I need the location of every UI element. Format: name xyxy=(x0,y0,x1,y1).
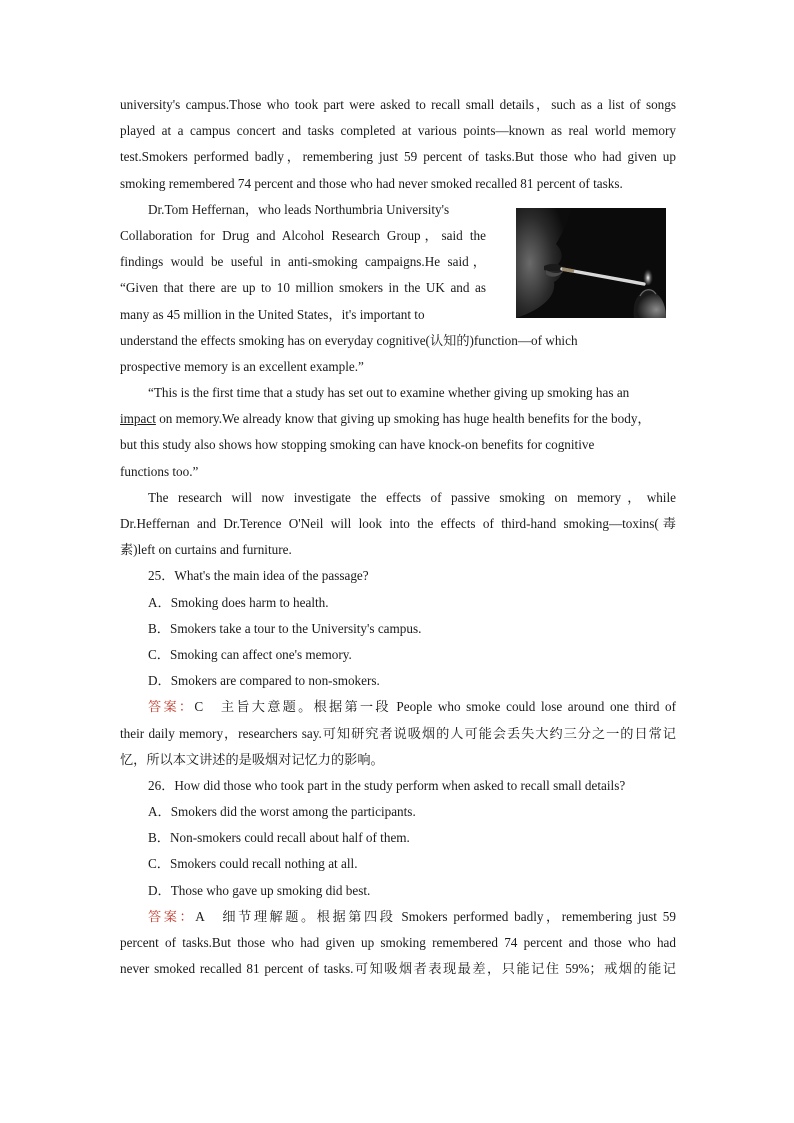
answer-line xyxy=(120,904,676,930)
text-line: functions too.” xyxy=(120,463,199,479)
answer-text: C 主旨大意题。根据第一段 People who smoke could lose around one third of xyxy=(194,699,676,715)
answer-label: 答案： xyxy=(148,908,196,924)
option-d: D．Smokers are compared to non-smokers. xyxy=(148,673,380,689)
text-line: understand the effects smoking has on everyday cognitive(认知的)function—of which xyxy=(120,332,578,348)
text-line: Dr.Tom Heffernan，who leads Northumbria University's xyxy=(148,201,450,217)
question-26 xyxy=(120,773,676,983)
option-b: B．Smokers take a tour to the University's campus. xyxy=(148,620,422,636)
option-b: B．Non-smokers could recall about half of them. xyxy=(148,830,410,846)
text-line: The research will now investigate the effects of passive smoking on memory，while xyxy=(148,489,676,505)
text-line: 素)left on curtains and furniture. xyxy=(120,542,292,558)
option-d: D．Those who gave up smoking did best. xyxy=(148,882,371,898)
text-line: test.Smokers performed badly，remembering just 59 percent of tasks.But those who had given up xyxy=(120,149,676,165)
text-line: Dr.Heffernan and Dr.Terence O'Neil will look into the effects of third-hand smoking—toxins(毒 xyxy=(120,516,676,531)
option-a: A．Smokers did the worst among the participants. xyxy=(148,804,416,820)
paragraph-first-study xyxy=(120,380,676,485)
text-line: findings would be useful in anti-smoking campaigns.He said， xyxy=(120,254,486,270)
text-line xyxy=(120,406,676,432)
paragraph-research xyxy=(120,485,676,564)
answer-line: 忆，所以本文讲述的是吸烟对记忆力的影响。 xyxy=(120,751,384,767)
answer-text: A 细节理解题。根据第四段 Smokers performed badly，remembering just 59 xyxy=(195,908,676,924)
text-line: many as 45 million in the United States，it's important to xyxy=(120,306,425,322)
text-line: smoking remembered 74 percent and those who had never smoked recalled 81 percent of tasks. xyxy=(120,175,623,191)
text-span: on memory.We already know that giving up smoking has huge health benefits for the body， xyxy=(155,411,651,427)
smoker-illustration xyxy=(516,208,666,318)
question-stem: 25．What's the main idea of the passage? xyxy=(148,568,369,584)
answer-line xyxy=(120,694,676,720)
answer-line: never smoked recalled 81 percent of tasks.可知吸烟者表现最差，只能记住 59%；戒烟的能记 xyxy=(120,961,676,977)
text-line: Collaboration for Drug and Alcohol Research Group，said the xyxy=(120,227,486,243)
paragraph-campus-test xyxy=(120,92,676,197)
text-line: but this study also shows how stopping smoking can have knock-on benefits for cognitive xyxy=(120,437,595,453)
underlined-word: impact xyxy=(120,411,156,427)
text-line: “Given that there are up to 10 million smokers in the UK and as xyxy=(120,280,486,296)
smoker-photo xyxy=(516,208,666,318)
option-c: C．Smoking can affect one's memory. xyxy=(148,646,352,662)
question-25 xyxy=(120,563,676,773)
question-stem: 26．How did those who took part in the study perform when asked to recall small details? xyxy=(148,777,626,793)
answer-label: 答案： xyxy=(148,699,195,715)
text-line: “This is the first time that a study has set out to examine whether giving up smoking has an xyxy=(148,385,630,401)
text-line: university's campus.Those who took part were asked to recall small details，such as a list of songs xyxy=(120,97,676,112)
text-line: played at a campus concert and tasks completed at various points—known as real world memory xyxy=(120,123,676,139)
answer-line: percent of tasks.But those who had given up smoking remembered 74 percent and those who had xyxy=(120,935,676,950)
option-a: A．Smoking does harm to health. xyxy=(148,594,329,610)
text-line: prospective memory is an excellent example.” xyxy=(120,358,364,374)
answer-line: their daily memory，researchers say.可知研究者说吸烟的人可能会丢失大约三分之一的日常记 xyxy=(120,725,676,741)
option-c: C．Smokers could recall nothing at all. xyxy=(148,856,358,872)
